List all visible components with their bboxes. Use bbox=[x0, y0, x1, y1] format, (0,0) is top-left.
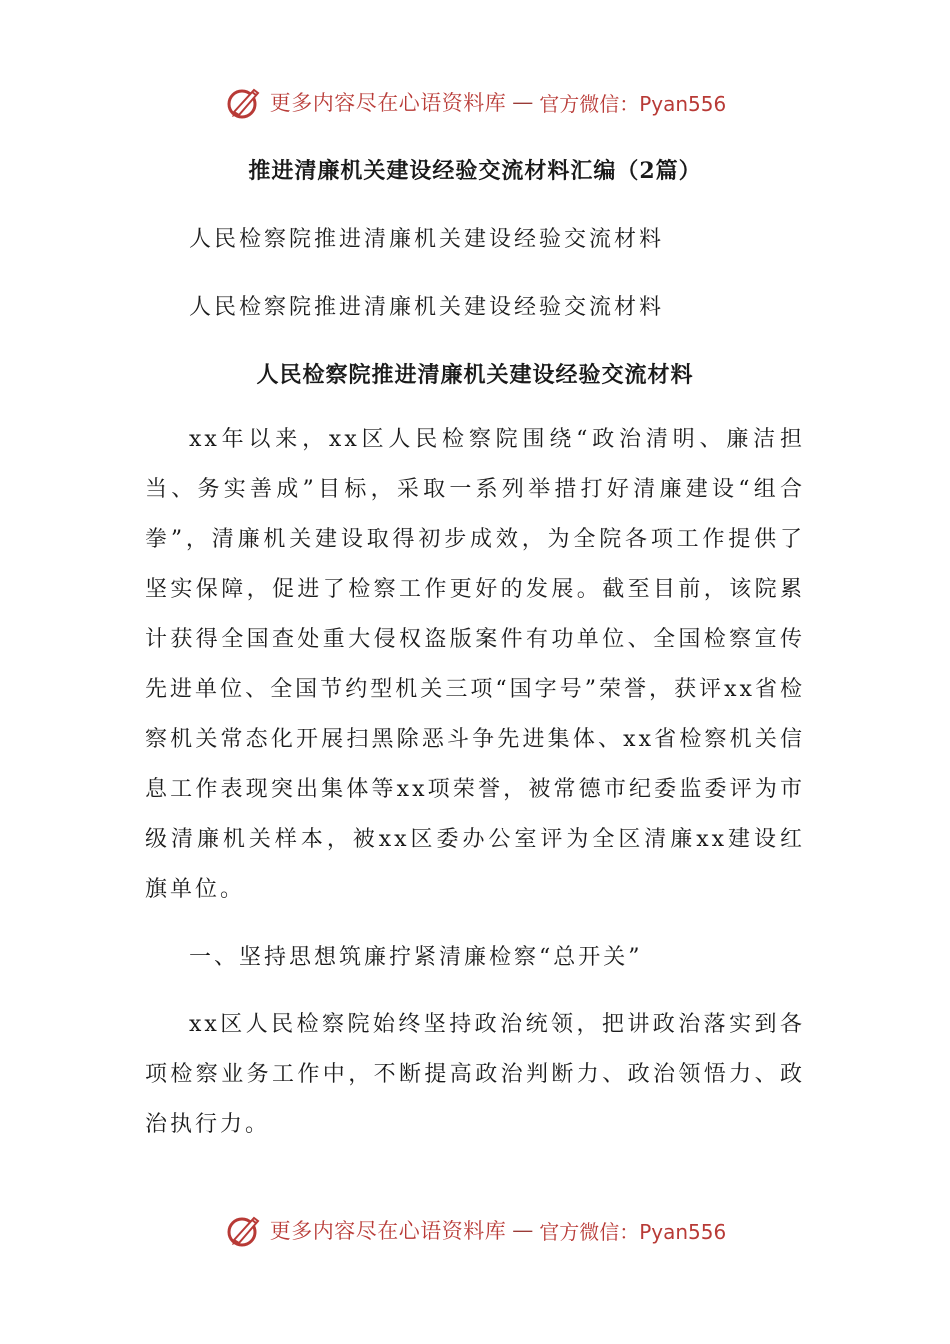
section-heading-1: 一、坚持思想筑廉拧紧清廉检察“总开关” bbox=[189, 945, 643, 970]
toc-item-2: 人民检察院推进清廉机关建设经验交流材料 bbox=[189, 295, 665, 320]
footer-banner bbox=[0, 1208, 950, 1252]
section-title: 人民检察院推进清廉机关建设经验交流材料 bbox=[256, 362, 694, 388]
pen-logo-icon bbox=[224, 1210, 264, 1250]
banner-text: 更多内容尽在心语资料库 bbox=[269, 91, 507, 115]
banner-dash: — bbox=[512, 1218, 534, 1242]
pen-logo-icon bbox=[224, 82, 264, 122]
banner-text: 更多内容尽在心语资料库 bbox=[269, 1219, 507, 1243]
paragraph-section-1: xx区人民检察院始终坚持政治统领，把讲政治落实到各项检察业务工作中，不断提高政治判断力、政治领悟力、政治执行力。 bbox=[145, 1012, 805, 1137]
header-banner bbox=[0, 80, 950, 124]
banner-dash: — bbox=[512, 90, 534, 114]
paragraph-intro: xx年以来，xx区人民检察院围绕“政治清明、廉洁担当、务实善成”目标，采取一系列举措打好清廉建设“组合拳”，清廉机关建设取得初步成效，为全院各项工作提供了坚实保障，促进了检察工作更好的发展。截至目前，该院累计获得全国查处重大侵权盗版案件有功单位、全国检察宣传先进单位、全国节约型机关三项“国字号”荣誉，获评xx省检察机关常态化开展扫黑除恶斗争先进集体、xx省检察机关信息工作表现突出集体等xx项荣誉，被常德市纪委监委评为市级清廉机关样本，被xx区委办公室评为全区清廉xx建设红旗单位。 bbox=[145, 427, 805, 902]
toc-item-1: 人民检察院推进清廉机关建设经验交流材料 bbox=[189, 227, 665, 252]
banner-wechat: 官方微信：Pyan556 bbox=[539, 91, 727, 116]
banner-wechat: 官方微信：Pyan556 bbox=[539, 1219, 727, 1244]
document-title: 推进清廉机关建设经验交流材料汇编（2篇） bbox=[248, 158, 702, 184]
